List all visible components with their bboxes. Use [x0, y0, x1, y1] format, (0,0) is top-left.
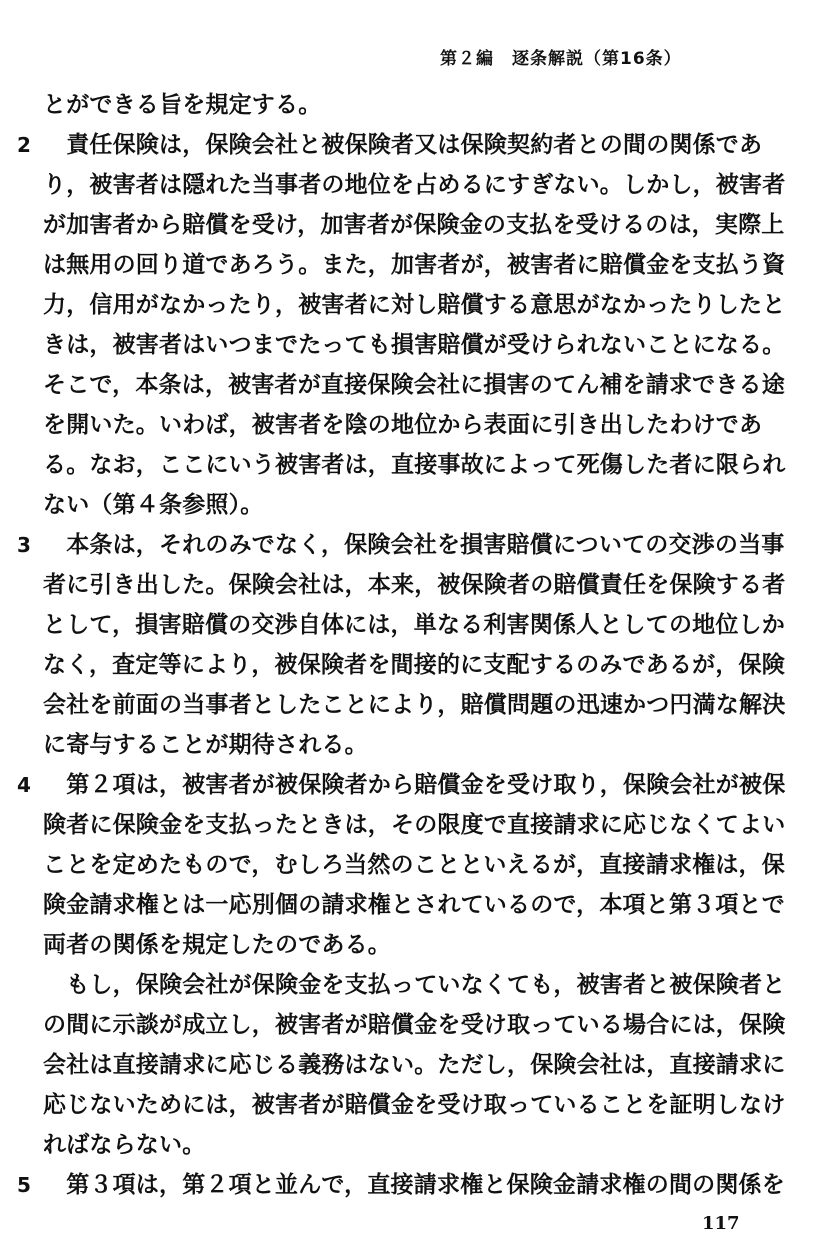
text-line [43, 965, 786, 1005]
text-line-content: 者に引き出した。保険会社は，本来，被保険者の賠償責任を保険する者 [43, 572, 786, 598]
text-line-content: り，被害者は隠れた当事者の地位を占めるにすぎない。しかし，被害者 [43, 172, 786, 198]
text-line-content: 両者の関係を規定したのである。 [43, 932, 391, 958]
text-line [43, 1125, 783, 1165]
text-line-content: 力，信用がなかったり，被害者に対し賠償する意思がなかったりしたと [43, 292, 786, 318]
text-line-content: ればならない。 [43, 1132, 206, 1158]
text-line-content: 第２項は，被害者が被保険者から賠償金を受け取り，保険会社が被保 [43, 772, 786, 798]
text-line [43, 1045, 786, 1085]
text-line [17, 1165, 785, 1205]
text-line [43, 485, 783, 525]
text-line-content: そこで，本条は，被害者が直接保険会社に損害のてん補を請求できる途 [43, 372, 785, 398]
text-line [43, 365, 783, 405]
text-line-content: 責任保険は，保険会社と被保険者又は保険契約者との間の関係であ [43, 132, 763, 158]
text-line [17, 525, 785, 565]
paragraph-number: 5 [17, 1173, 32, 1197]
text-line [43, 165, 786, 205]
text-line-content: 第３項は，第２項と並んで，直接請求権と保険金請求権の間の関係を [43, 1172, 785, 1198]
running-head: 第２編 逐条解説（第16条） [440, 49, 682, 69]
text-line-content: 会社を前面の当事者としたことにより，賠償問題の迅速かつ円満な解決 [43, 692, 786, 718]
text-line-content: ことを定めたもので，むしろ当然のことといえるが，直接請求権は，保 [43, 852, 785, 878]
text-line [43, 85, 783, 125]
text-line-content: に寄与することが期待される。 [43, 732, 368, 758]
page-number: 117 [702, 1213, 740, 1234]
text-line [43, 925, 783, 965]
text-line [43, 605, 783, 645]
text-line [43, 325, 786, 365]
text-line [43, 445, 786, 485]
text-line [43, 645, 783, 685]
text-line [43, 725, 783, 765]
text-line [43, 845, 783, 885]
text-line-content: は無用の回り道であろう。また，加害者が，被害者に賠償金を支払う資 [43, 252, 786, 278]
text-line [43, 405, 783, 445]
text-line-content: 会社は直接請求に応じる義務はない。ただし，保険会社は，直接請求に [43, 1052, 786, 1078]
paragraph-number: 3 [17, 533, 32, 557]
text-line-content: 本条は，それのみでなく，保険会社を損害賠償についての交渉の当事 [43, 532, 785, 558]
text-line-content: 険者に保険金を支払ったときは，その限度で直接請求に応じなくてよい [43, 812, 786, 838]
text-line-content: の間に示談が成立し，被害者が賠償金を受け取っている場合には，保険 [43, 1012, 786, 1038]
text-line [43, 565, 786, 605]
text-line-content: もし，保険会社が保険金を支払っていなくても，被害者と被保険者と [43, 972, 786, 998]
text-line-content: なく，査定等により，被保険者を間接的に支配するのみであるが，保険 [43, 652, 785, 678]
text-line [43, 685, 786, 725]
text-line [43, 1005, 786, 1045]
paragraph-number: 4 [17, 773, 32, 797]
text-line [43, 885, 783, 925]
text-line-content: きは，被害者はいつまでたっても損害賠償が受けられないことになる。 [43, 332, 786, 358]
text-line-content: 応じないためには，被害者が賠償金を受け取っていることを証明しなけ [43, 1092, 786, 1118]
text-line [43, 1085, 786, 1125]
text-line-content: とができる旨を規定する。 [43, 92, 322, 118]
text-line [43, 245, 786, 285]
text-line-content: ない（第４条参照）。 [43, 492, 264, 518]
text-line-content: る。なお，ここにいう被害者は，直接事故によって死傷した者に限られ [43, 452, 786, 478]
text-line [43, 205, 783, 245]
text-line [43, 805, 786, 845]
text-line-content: を開いた。いわば，被害者を陰の地位から表面に引き出したわけであ [43, 412, 763, 438]
text-line-content: として，損害賠償の交渉自体には，単なる利害関係人としての地位しか [43, 612, 785, 638]
text-line [17, 765, 786, 805]
text-line [17, 125, 783, 165]
text-line [43, 285, 786, 325]
paragraph-number: 2 [17, 133, 32, 157]
text-line-content: 険金請求権とは一応別個の請求権とされているので，本項と第３項とで [43, 892, 785, 918]
text-line-content: が加害者から賠償を受け，加害者が保険金の支払を受けるのは，実際上 [43, 212, 785, 238]
